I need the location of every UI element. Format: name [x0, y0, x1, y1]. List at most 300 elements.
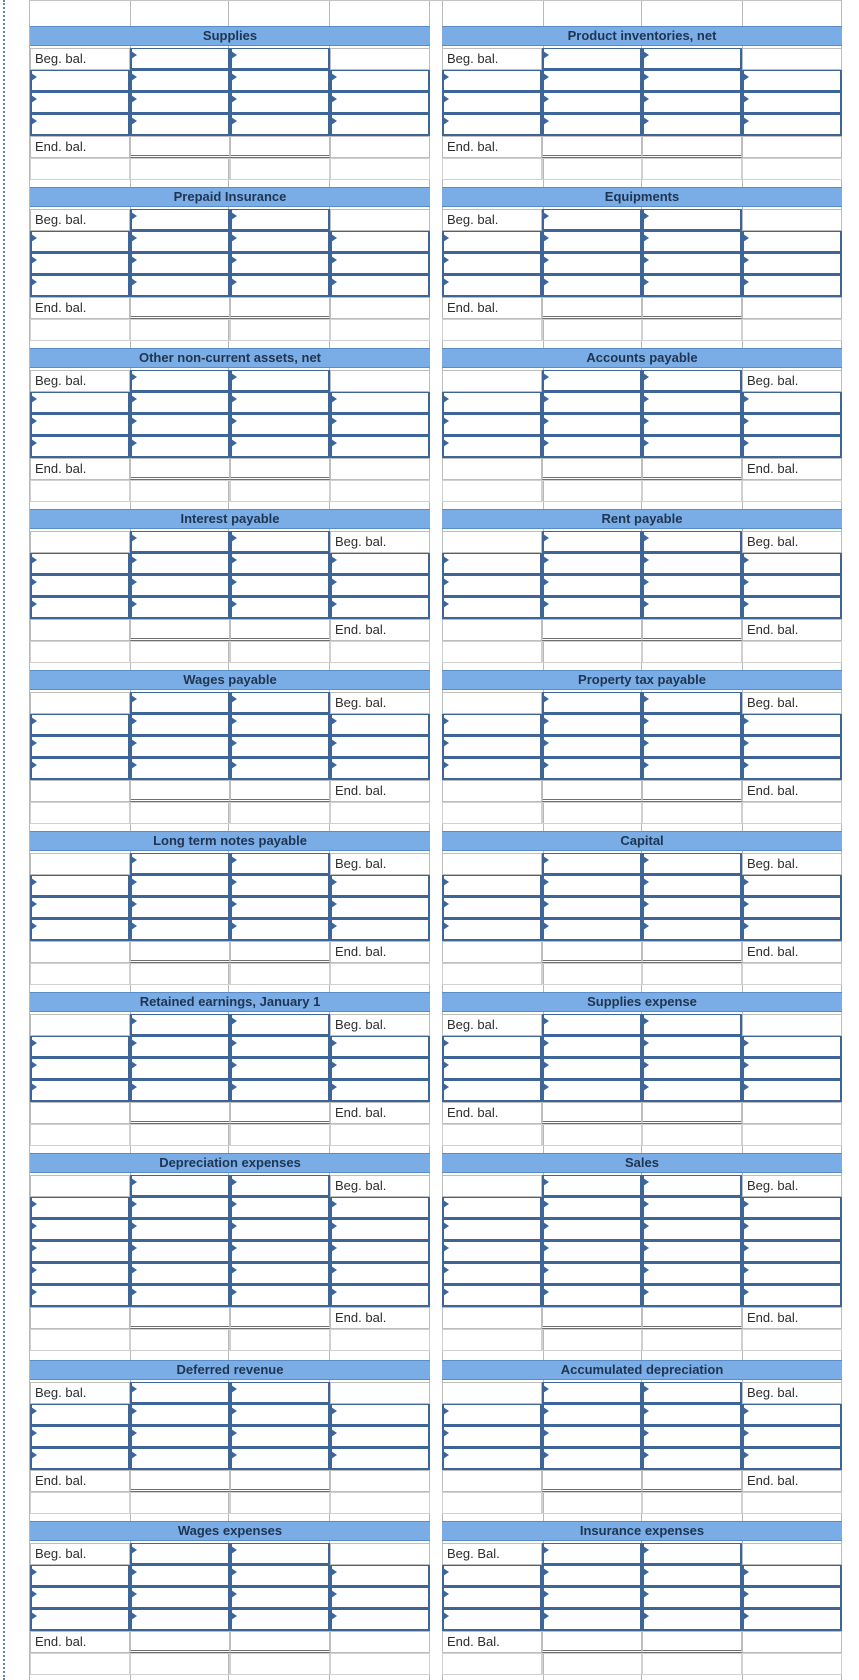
- entry-input[interactable]: [230, 392, 330, 414]
- entry-input[interactable]: [330, 1609, 430, 1631]
- entry-input[interactable]: [642, 1426, 742, 1448]
- entry-input[interactable]: [442, 1197, 542, 1219]
- entry-input[interactable]: [742, 1587, 842, 1609]
- beg-bal-cell[interactable]: [542, 1382, 642, 1404]
- entry-input[interactable]: [742, 1609, 842, 1631]
- entry-input[interactable]: [30, 1609, 130, 1631]
- entry-input[interactable]: [542, 597, 642, 619]
- entry-input[interactable]: [442, 1219, 542, 1241]
- beg-bal-cell[interactable]: [230, 48, 330, 70]
- beg-bal-cell[interactable]: [230, 209, 330, 231]
- beg-bal-cell[interactable]: [542, 48, 642, 70]
- entry-input[interactable]: [130, 436, 230, 458]
- beg-bal-cell[interactable]: [642, 853, 742, 875]
- entry-input[interactable]: [642, 714, 742, 736]
- entry-input[interactable]: [330, 414, 430, 436]
- entry-input[interactable]: [742, 275, 842, 297]
- entry-input[interactable]: [130, 114, 230, 136]
- entry-input[interactable]: [230, 1404, 330, 1426]
- beg-bal-cell[interactable]: [130, 692, 230, 714]
- entry-input[interactable]: [330, 1058, 430, 1080]
- entry-input[interactable]: [742, 1197, 842, 1219]
- entry-input[interactable]: [230, 1241, 330, 1263]
- entry-input[interactable]: [130, 714, 230, 736]
- entry-input[interactable]: [330, 275, 430, 297]
- entry-input[interactable]: [230, 1285, 330, 1307]
- entry-input[interactable]: [230, 1197, 330, 1219]
- entry-input[interactable]: [742, 414, 842, 436]
- entry-input[interactable]: [442, 1587, 542, 1609]
- entry-input[interactable]: [330, 736, 430, 758]
- entry-input[interactable]: [542, 392, 642, 414]
- entry-input[interactable]: [642, 1404, 742, 1426]
- entry-input[interactable]: [542, 414, 642, 436]
- entry-input[interactable]: [542, 253, 642, 275]
- entry-input[interactable]: [642, 1219, 742, 1241]
- entry-input[interactable]: [30, 275, 130, 297]
- entry-input[interactable]: [330, 575, 430, 597]
- entry-input[interactable]: [130, 1426, 230, 1448]
- beg-bal-cell[interactable]: [642, 1175, 742, 1197]
- entry-input[interactable]: [442, 436, 542, 458]
- beg-bal-cell[interactable]: [542, 853, 642, 875]
- beg-bal-cell[interactable]: [642, 1382, 742, 1404]
- entry-input[interactable]: [642, 1036, 742, 1058]
- entry-input[interactable]: [542, 714, 642, 736]
- entry-input[interactable]: [542, 275, 642, 297]
- entry-input[interactable]: [642, 231, 742, 253]
- beg-bal-cell[interactable]: [230, 1175, 330, 1197]
- entry-input[interactable]: [230, 231, 330, 253]
- beg-bal-cell[interactable]: [542, 1014, 642, 1036]
- entry-input[interactable]: [330, 92, 430, 114]
- entry-input[interactable]: [30, 92, 130, 114]
- entry-input[interactable]: [30, 897, 130, 919]
- entry-input[interactable]: [130, 758, 230, 780]
- entry-input[interactable]: [642, 875, 742, 897]
- entry-input[interactable]: [442, 1448, 542, 1470]
- entry-input[interactable]: [30, 875, 130, 897]
- entry-input[interactable]: [130, 1609, 230, 1631]
- entry-input[interactable]: [330, 758, 430, 780]
- entry-input[interactable]: [30, 597, 130, 619]
- entry-input[interactable]: [30, 1448, 130, 1470]
- entry-input[interactable]: [442, 1565, 542, 1587]
- entry-input[interactable]: [742, 1404, 842, 1426]
- entry-input[interactable]: [642, 919, 742, 941]
- beg-bal-cell[interactable]: [542, 1543, 642, 1565]
- entry-input[interactable]: [642, 553, 742, 575]
- beg-bal-label-cell: [30, 48, 130, 70]
- entry-input[interactable]: [742, 1080, 842, 1102]
- entry-input[interactable]: [442, 92, 542, 114]
- entry-input[interactable]: [542, 1263, 642, 1285]
- entry-input[interactable]: [30, 1058, 130, 1080]
- entry-input[interactable]: [330, 714, 430, 736]
- entry-input[interactable]: [742, 758, 842, 780]
- entry-input[interactable]: [230, 553, 330, 575]
- entry-input[interactable]: [130, 1404, 230, 1426]
- entry-input[interactable]: [542, 1426, 642, 1448]
- entry-input[interactable]: [642, 436, 742, 458]
- entry-input[interactable]: [330, 231, 430, 253]
- entry-input[interactable]: [542, 875, 642, 897]
- entry-input[interactable]: [330, 1448, 430, 1470]
- entry-input[interactable]: [742, 70, 842, 92]
- entry-input[interactable]: [742, 1565, 842, 1587]
- entry-input[interactable]: [442, 897, 542, 919]
- entry-input[interactable]: [330, 1197, 430, 1219]
- entry-input[interactable]: [442, 875, 542, 897]
- entry-input[interactable]: [542, 919, 642, 941]
- entry-input[interactable]: [542, 70, 642, 92]
- entry-input[interactable]: [542, 736, 642, 758]
- entry-input[interactable]: [30, 70, 130, 92]
- entry-input[interactable]: [642, 1285, 742, 1307]
- entry-input[interactable]: [130, 575, 230, 597]
- entry-input[interactable]: [230, 436, 330, 458]
- entry-input[interactable]: [642, 1263, 742, 1285]
- entry-input[interactable]: [130, 253, 230, 275]
- entry-input[interactable]: [742, 714, 842, 736]
- entry-input[interactable]: [330, 1565, 430, 1587]
- entry-input[interactable]: [130, 597, 230, 619]
- entry-input[interactable]: [542, 231, 642, 253]
- entry-input[interactable]: [642, 414, 742, 436]
- beg-bal-cell[interactable]: [130, 853, 230, 875]
- entry-input[interactable]: [330, 436, 430, 458]
- entry-input[interactable]: [442, 575, 542, 597]
- entry-input[interactable]: [130, 1565, 230, 1587]
- entry-input[interactable]: [742, 897, 842, 919]
- entry-input[interactable]: [30, 1565, 130, 1587]
- entry-input[interactable]: [642, 1448, 742, 1470]
- entry-input[interactable]: [230, 597, 330, 619]
- entry-input[interactable]: [30, 919, 130, 941]
- entry-input[interactable]: [442, 553, 542, 575]
- entry-input[interactable]: [642, 70, 742, 92]
- beg-bal-cell[interactable]: [642, 531, 742, 553]
- entry-input[interactable]: [542, 1197, 642, 1219]
- beg-bal-cell[interactable]: [542, 531, 642, 553]
- entry-input[interactable]: [130, 1219, 230, 1241]
- entry-input[interactable]: [642, 597, 742, 619]
- entry-input[interactable]: [30, 553, 130, 575]
- beg-bal-cell[interactable]: [230, 1382, 330, 1404]
- entry-input[interactable]: [642, 575, 742, 597]
- entry-input[interactable]: [30, 392, 130, 414]
- entry-input[interactable]: [330, 553, 430, 575]
- entry-input[interactable]: [30, 253, 130, 275]
- beg-bal-cell[interactable]: [642, 370, 742, 392]
- entry-input[interactable]: [442, 1263, 542, 1285]
- entry-input[interactable]: [542, 1587, 642, 1609]
- entry-input[interactable]: [30, 758, 130, 780]
- entry-input[interactable]: [542, 1058, 642, 1080]
- entry-input[interactable]: [742, 919, 842, 941]
- entry-input[interactable]: [230, 1426, 330, 1448]
- entry-input[interactable]: [642, 1058, 742, 1080]
- entry-input[interactable]: [542, 553, 642, 575]
- entry-input[interactable]: [442, 414, 542, 436]
- entry-input[interactable]: [742, 253, 842, 275]
- entry-input[interactable]: [230, 1609, 330, 1631]
- entry-input[interactable]: [330, 1587, 430, 1609]
- entry-input[interactable]: [642, 114, 742, 136]
- entry-input[interactable]: [130, 1587, 230, 1609]
- entry-input[interactable]: [442, 736, 542, 758]
- entry-input[interactable]: [542, 897, 642, 919]
- entry-input[interactable]: [230, 1080, 330, 1102]
- beg-bal-cell[interactable]: [642, 48, 742, 70]
- entry-input[interactable]: [130, 1263, 230, 1285]
- entry-input[interactable]: [230, 1263, 330, 1285]
- entry-input[interactable]: [30, 114, 130, 136]
- entry-input[interactable]: [230, 1219, 330, 1241]
- entry-input[interactable]: [330, 70, 430, 92]
- entry-input[interactable]: [330, 1219, 430, 1241]
- entry-input[interactable]: [30, 1426, 130, 1448]
- entry-input[interactable]: [130, 392, 230, 414]
- entry-input[interactable]: [442, 1285, 542, 1307]
- entry-input[interactable]: [330, 1404, 430, 1426]
- entry-input[interactable]: [330, 897, 430, 919]
- entry-input[interactable]: [742, 575, 842, 597]
- entry-input[interactable]: [742, 1263, 842, 1285]
- beg-bal-cell[interactable]: [642, 692, 742, 714]
- entry-input[interactable]: [642, 1197, 742, 1219]
- entry-input[interactable]: [230, 1565, 330, 1587]
- beg-bal-cell[interactable]: [230, 370, 330, 392]
- entry-input[interactable]: [230, 70, 330, 92]
- entry-input[interactable]: [642, 92, 742, 114]
- entry-input[interactable]: [442, 1058, 542, 1080]
- entry-input[interactable]: [642, 253, 742, 275]
- entry-input[interactable]: [542, 575, 642, 597]
- entry-input[interactable]: [542, 1609, 642, 1631]
- entry-input[interactable]: [442, 597, 542, 619]
- beg-bal-cell[interactable]: [642, 1543, 742, 1565]
- entry-input[interactable]: [30, 1587, 130, 1609]
- entry-input[interactable]: [542, 1036, 642, 1058]
- entry-input[interactable]: [30, 714, 130, 736]
- entry-input[interactable]: [230, 714, 330, 736]
- entry-input[interactable]: [230, 1448, 330, 1470]
- entry-input[interactable]: [330, 1080, 430, 1102]
- entry-input[interactable]: [542, 92, 642, 114]
- entry-input[interactable]: [442, 1080, 542, 1102]
- entry-input[interactable]: [130, 736, 230, 758]
- entry-input[interactable]: [442, 275, 542, 297]
- entry-input[interactable]: [442, 714, 542, 736]
- entry-input[interactable]: [330, 1263, 430, 1285]
- entry-input[interactable]: [642, 1241, 742, 1263]
- entry-input[interactable]: [642, 758, 742, 780]
- entry-input[interactable]: [642, 897, 742, 919]
- entry-input[interactable]: [230, 414, 330, 436]
- entry-input[interactable]: [742, 231, 842, 253]
- entry-input[interactable]: [330, 597, 430, 619]
- entry-input[interactable]: [442, 253, 542, 275]
- entry-input[interactable]: [542, 1565, 642, 1587]
- entry-input[interactable]: [230, 1058, 330, 1080]
- entry-input[interactable]: [30, 1263, 130, 1285]
- entry-input[interactable]: [330, 1426, 430, 1448]
- entry-input[interactable]: [30, 436, 130, 458]
- entry-input[interactable]: [442, 114, 542, 136]
- entry-input[interactable]: [30, 575, 130, 597]
- beg-bal-cell[interactable]: [130, 1543, 230, 1565]
- entry-input[interactable]: [130, 1241, 230, 1263]
- beg-bal-cell[interactable]: [130, 1382, 230, 1404]
- entry-input[interactable]: [330, 875, 430, 897]
- entry-input[interactable]: [30, 1036, 130, 1058]
- entry-input[interactable]: [742, 1448, 842, 1470]
- entry-input[interactable]: [442, 392, 542, 414]
- entry-input[interactable]: [442, 758, 542, 780]
- entry-input[interactable]: [130, 897, 230, 919]
- entry-input[interactable]: [742, 597, 842, 619]
- entry-input[interactable]: [230, 253, 330, 275]
- entry-input[interactable]: [130, 1058, 230, 1080]
- entry-input[interactable]: [542, 1241, 642, 1263]
- entry-input[interactable]: [30, 736, 130, 758]
- entry-input[interactable]: [442, 1241, 542, 1263]
- entry-input[interactable]: [230, 758, 330, 780]
- entry-input[interactable]: [742, 875, 842, 897]
- beg-bal-cell[interactable]: [542, 370, 642, 392]
- entry-input[interactable]: [130, 231, 230, 253]
- entry-input[interactable]: [642, 1587, 742, 1609]
- entry-input[interactable]: [742, 92, 842, 114]
- entry-input[interactable]: [642, 275, 742, 297]
- entry-input[interactable]: [330, 392, 430, 414]
- entry-input[interactable]: [742, 1426, 842, 1448]
- entry-input[interactable]: [130, 1080, 230, 1102]
- beg-bal-cell[interactable]: [230, 1014, 330, 1036]
- entry-input[interactable]: [542, 1080, 642, 1102]
- entry-input[interactable]: [742, 392, 842, 414]
- entry-input[interactable]: [330, 919, 430, 941]
- entry-input[interactable]: [130, 1036, 230, 1058]
- entry-input[interactable]: [642, 392, 742, 414]
- entry-input[interactable]: [30, 1197, 130, 1219]
- entry-input[interactable]: [130, 275, 230, 297]
- entry-input[interactable]: [742, 436, 842, 458]
- entry-input[interactable]: [230, 875, 330, 897]
- beg-bal-cell[interactable]: [130, 209, 230, 231]
- entry-input[interactable]: [742, 736, 842, 758]
- entry-input[interactable]: [130, 1197, 230, 1219]
- entry-input[interactable]: [642, 1565, 742, 1587]
- entry-input[interactable]: [542, 758, 642, 780]
- entry-input[interactable]: [130, 919, 230, 941]
- entry-input[interactable]: [330, 1036, 430, 1058]
- entry-input[interactable]: [130, 553, 230, 575]
- entry-input[interactable]: [30, 414, 130, 436]
- beg-bal-cell[interactable]: [130, 531, 230, 553]
- beg-bal-cell[interactable]: [230, 692, 330, 714]
- entry-input[interactable]: [330, 1285, 430, 1307]
- entry-input[interactable]: [442, 1036, 542, 1058]
- entry-input[interactable]: [230, 1036, 330, 1058]
- entry-input[interactable]: [30, 1241, 130, 1263]
- entry-input[interactable]: [542, 114, 642, 136]
- entry-input[interactable]: [330, 253, 430, 275]
- beg-bal-cell[interactable]: [542, 1175, 642, 1197]
- beg-bal-cell[interactable]: [542, 692, 642, 714]
- entry-input[interactable]: [442, 1426, 542, 1448]
- entry-input[interactable]: [330, 114, 430, 136]
- end-bal-cell: [542, 619, 642, 641]
- account-title: Rent payable: [601, 511, 683, 526]
- entry-input[interactable]: [330, 1241, 430, 1263]
- entry-input[interactable]: [642, 736, 742, 758]
- entry-input[interactable]: [130, 875, 230, 897]
- entry-input[interactable]: [442, 231, 542, 253]
- entry-input[interactable]: [442, 1609, 542, 1631]
- beg-bal-label: Beg. bal.: [335, 856, 387, 871]
- beg-bal-cell[interactable]: [130, 370, 230, 392]
- entry-input[interactable]: [30, 1404, 130, 1426]
- entry-input[interactable]: [442, 919, 542, 941]
- beg-bal-cell[interactable]: [642, 1014, 742, 1036]
- entry-input[interactable]: [30, 231, 130, 253]
- entry-input[interactable]: [742, 1285, 842, 1307]
- entry-input[interactable]: [130, 414, 230, 436]
- entry-input[interactable]: [742, 1241, 842, 1263]
- beg-bal-cell[interactable]: [130, 48, 230, 70]
- entry-input[interactable]: [542, 1404, 642, 1426]
- beg-bal-cell[interactable]: [642, 209, 742, 231]
- entry-input[interactable]: [230, 114, 330, 136]
- entry-input[interactable]: [30, 1219, 130, 1241]
- entry-input[interactable]: [230, 1587, 330, 1609]
- beg-bal-cell[interactable]: [230, 853, 330, 875]
- beg-bal-cell[interactable]: [542, 209, 642, 231]
- entry-input[interactable]: [130, 70, 230, 92]
- entry-input[interactable]: [542, 1219, 642, 1241]
- entry-input[interactable]: [30, 1285, 130, 1307]
- entry-input[interactable]: [230, 897, 330, 919]
- entry-input[interactable]: [130, 1285, 230, 1307]
- beg-bal-cell[interactable]: [130, 1175, 230, 1197]
- entry-input[interactable]: [230, 575, 330, 597]
- entry-input[interactable]: [542, 436, 642, 458]
- beg-bal-cell[interactable]: [130, 1014, 230, 1036]
- entry-input[interactable]: [742, 114, 842, 136]
- entry-input[interactable]: [742, 1036, 842, 1058]
- entry-input[interactable]: [542, 1448, 642, 1470]
- entry-input[interactable]: [230, 92, 330, 114]
- entry-input[interactable]: [30, 1080, 130, 1102]
- entry-input[interactable]: [442, 70, 542, 92]
- entry-input[interactable]: [442, 1404, 542, 1426]
- entry-input[interactable]: [230, 919, 330, 941]
- entry-input[interactable]: [130, 92, 230, 114]
- entry-input[interactable]: [230, 275, 330, 297]
- entry-input[interactable]: [542, 1285, 642, 1307]
- entry-input[interactable]: [130, 1448, 230, 1470]
- entry-input[interactable]: [742, 1058, 842, 1080]
- entry-input[interactable]: [742, 1219, 842, 1241]
- entry-input[interactable]: [742, 553, 842, 575]
- beg-bal-cell[interactable]: [230, 1543, 330, 1565]
- entry-input[interactable]: [230, 736, 330, 758]
- entry-input[interactable]: [642, 1609, 742, 1631]
- beg-bal-cell[interactable]: [230, 531, 330, 553]
- entry-input[interactable]: [642, 1080, 742, 1102]
